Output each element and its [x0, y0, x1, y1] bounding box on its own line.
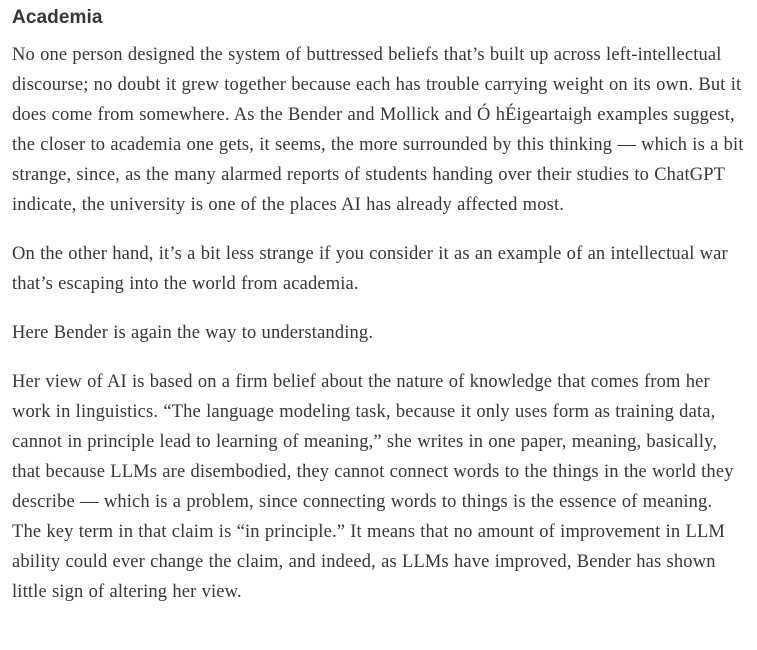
paragraph-2: On the other hand, it’s a bit less strange if you consider it as an example of an intellectual war that’s escaping into the world from academia. — [12, 244, 728, 294]
paragraph-4: Her view of AI is based on a firm belief about the nature of knowledge that comes from her work in linguistics. “The language modeling task, because it only uses form as training data, cannot in principle lead to learning of meaning,” she writes in one paper, meaning, basically, that because LLMs are disembodied, they cannot connect words to the things in the world they describe — which is a problem, since connecting words to things is the essence of meaning. The key term in that claim is “in principle.” It means that no amount of improvement in LLM ability could ever change the claim, and indeed, as LLMs have improved, Bender has shown little sign of altering her view. — [12, 372, 734, 602]
section-heading: Academia — [12, 7, 103, 28]
paragraph-1: No one person designed the system of buttressed beliefs that’s built up across left-intellectual discourse; no doubt it grew together because each has trouble carrying weight on its own. But it does come from somewhere. As the Bender and Mollick and Ó hÉigeartaigh examples suggest, the closer to academia one gets, it seems, the more surrounded by this thinking — which is a bit strange, since, as the many alarmed reports of students handing over their studies to ChatGPT indicate, the university is one of the places AI has already affected most. — [12, 45, 744, 215]
paragraph-3: Here Bender is again the way to understanding. — [12, 323, 374, 343]
